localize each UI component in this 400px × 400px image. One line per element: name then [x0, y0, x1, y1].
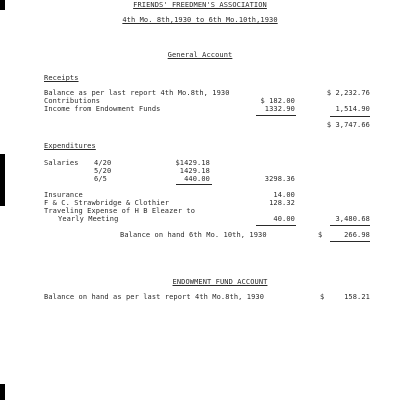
insurance-label: Insurance	[44, 191, 83, 199]
insurance-amount: 14.00	[273, 191, 295, 199]
endowment-balance-amount: 158.21	[344, 293, 370, 301]
binding-mark-bottom	[0, 384, 5, 400]
report-period: 4th Mo. 8th,1930 to 6th Mo.10th,1930	[122, 16, 278, 24]
receipts-heading: Receipts	[44, 74, 79, 82]
balance-on-hand-amount: 266.98	[344, 231, 370, 239]
income-subtotal: 1,514.90	[335, 105, 370, 113]
expenditures-total: 3,480.68	[335, 215, 370, 223]
expenditures-total-underline	[330, 225, 370, 226]
contributions-label: Contributions	[44, 97, 101, 105]
binding-mark-middle	[0, 154, 5, 206]
salary-date: 4/20	[94, 159, 112, 167]
salary-amount: 440.00	[184, 175, 210, 183]
strawbridge-amount: 128.32	[269, 199, 295, 207]
receipts-subtotal-rule	[330, 116, 370, 117]
endowment-balance-currency: $	[320, 293, 325, 301]
balance-on-hand-underline	[330, 241, 370, 242]
receipts-balance-label: Balance as per last report 4th Mo.8th, 1930	[44, 89, 230, 97]
salary-date: 6/5	[94, 175, 107, 183]
income-amount: 1332.90	[264, 105, 295, 113]
travel-amount: 40.00	[273, 215, 295, 223]
income-underline	[256, 115, 296, 116]
general-account-heading: General Account	[167, 51, 233, 59]
balance-on-hand-currency: $	[318, 231, 323, 239]
travel-label-continued: Yearly Meeting	[58, 215, 119, 223]
salary-amount: $1429.18	[175, 159, 210, 167]
receipts-balance-amount: $ 2,232.76	[326, 89, 370, 97]
travel-underline	[256, 225, 296, 226]
expenditures-heading: Expenditures	[44, 142, 96, 150]
salaries-label: Salaries	[44, 159, 79, 167]
org-title: FRIENDS' FREEDMEN'S ASSOCIATION	[133, 1, 267, 9]
endowment-balance-label: Balance on hand as per last report 4th Mo.8th, 1930	[44, 293, 265, 301]
salaries-underline	[176, 184, 212, 185]
contributions-amount: $ 182.00	[260, 97, 295, 105]
strawbridge-label: F & C. Strawbridge & Clothier	[44, 199, 170, 207]
balance-on-hand-label: Balance on hand 6th Mo. 10th, 1930	[120, 231, 267, 239]
salary-amount: 1429.18	[179, 167, 210, 175]
income-label: Income from Endowment Funds	[44, 105, 161, 113]
endowment-fund-heading: ENDOWMENT FUND ACCOUNT	[172, 278, 268, 286]
salary-date: 5/20	[94, 167, 112, 175]
salaries-total: 3298.36	[264, 175, 295, 183]
receipts-total: $ 3,747.66	[326, 121, 370, 129]
travel-label: Traveling Expense of H B Eleazer to	[44, 207, 196, 215]
